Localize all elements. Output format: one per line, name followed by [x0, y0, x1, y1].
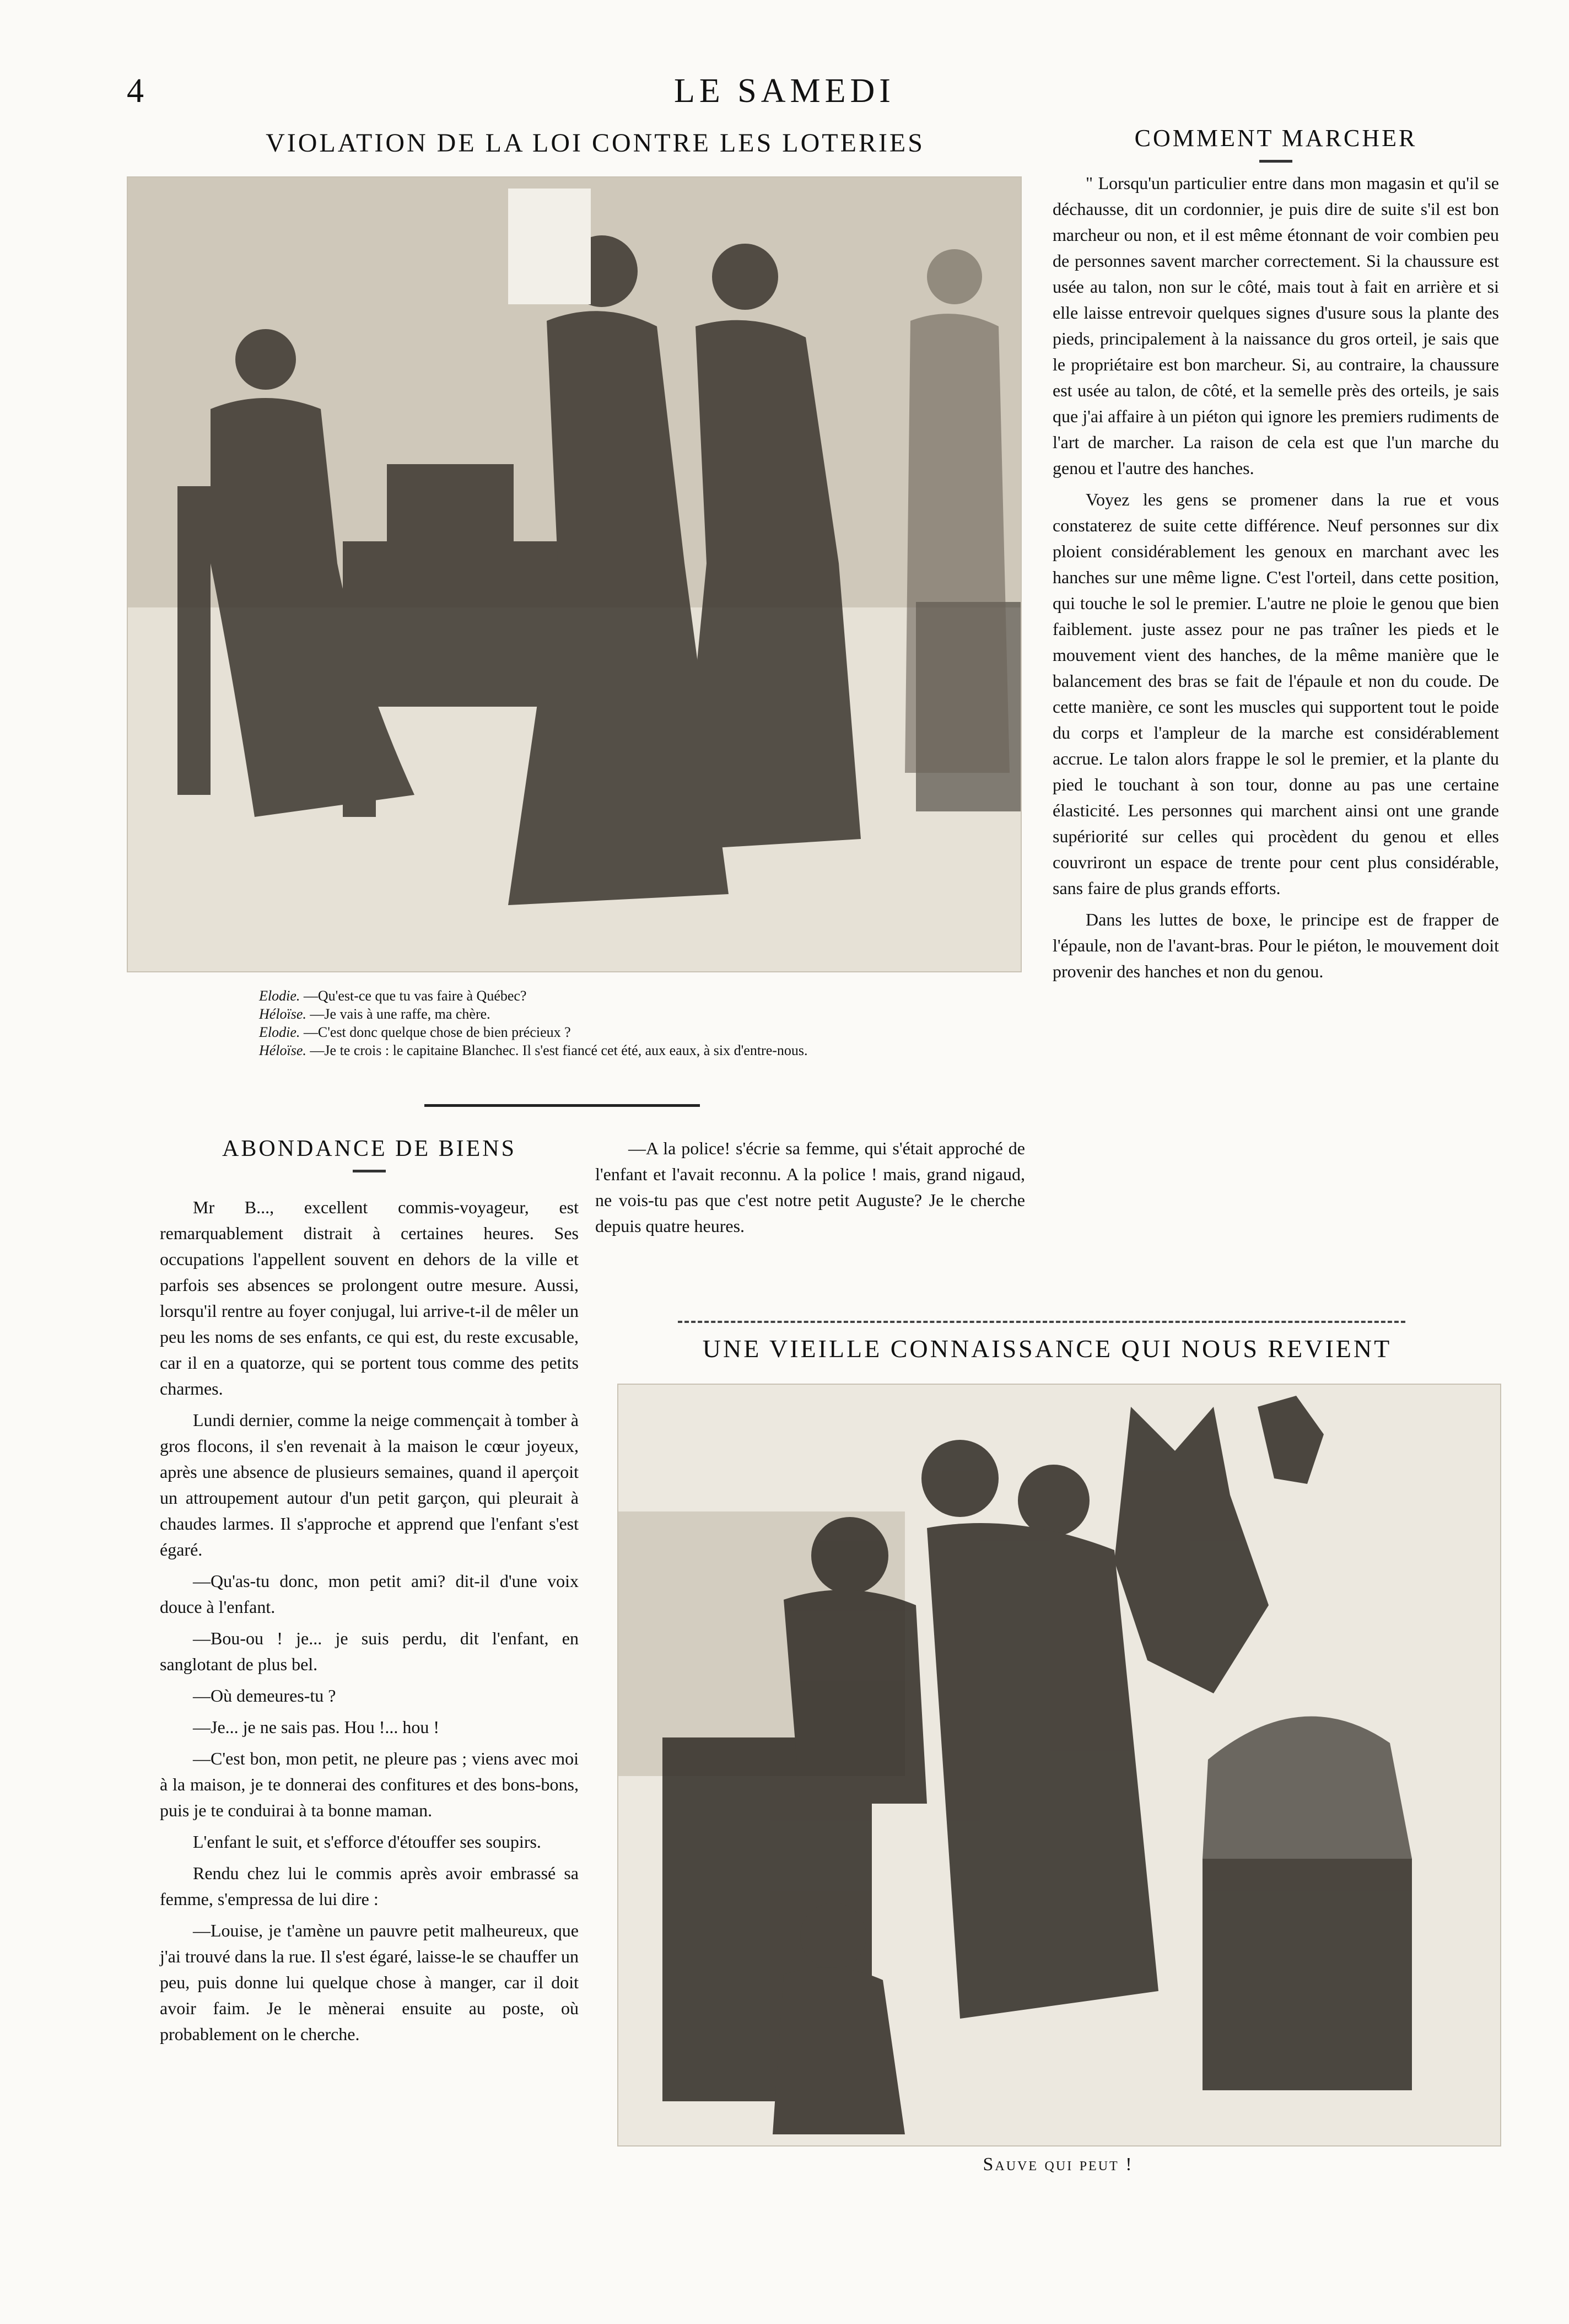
- abondance-paragraph: —Je... je ne sais pas. Hou !... hou !: [193, 1717, 440, 1737]
- salon-scene-drawing: [128, 177, 1021, 971]
- dialogue-line: Elodie. —C'est donc quelque chose de bien précieux ?: [259, 1024, 571, 1040]
- abondance-continuation: [595, 1136, 1025, 1245]
- abondance-paragraph: Lundi dernier, comme la neige commençait à tomber à gros flocons, il s'en revenait à la maison le cœur joyeux, après une absence de plusieurs semaines, quand il aperçoit un attroupement autour d'un petit garçon, qui pleurait à chaudes larmes. Il s'approche et apprend que l'enfant s'est égaré.: [160, 1410, 579, 1559]
- abondance-paragraph: —Où demeures-tu ?: [193, 1686, 336, 1706]
- abondance-article: [160, 1136, 579, 2053]
- connaissance-illustration: [617, 1384, 1501, 2147]
- family-scene-drawing: [618, 1385, 1500, 2145]
- loteries-illustration: [127, 176, 1022, 972]
- loteries-dialogue: [259, 987, 1042, 1059]
- dialogue-line: Héloïse. —Je vais à une raffe, ma chère.: [259, 1006, 490, 1022]
- abondance-paragraph: —Bou-ou ! je... je suis perdu, dit l'enfant, en sanglotant de plus bel.: [160, 1628, 579, 1674]
- section-divider: [678, 1321, 1405, 1323]
- marcher-title: COMMENT MARCHER: [1134, 125, 1417, 152]
- page-number: 4: [127, 72, 144, 110]
- abondance-paragraph: L'enfant le suit, et s'efforce d'étouffer ses soupirs.: [193, 1832, 541, 1852]
- abondance-title: ABONDANCE DE BIENS: [222, 1136, 516, 1161]
- connaissance-title: UNE VIEILLE CONNAISSANCE QUI NOUS REVIENT: [702, 1335, 1392, 1363]
- marcher-article: [1053, 124, 1499, 990]
- masthead: LE SAMEDI: [674, 72, 895, 110]
- marcher-paragraph: " Lorsqu'un particulier entre dans mon magasin et qu'il se déchausse, dit un cordonnier, je puis dire de suite s'il est bon marcheur ou non, et il est même étonnant de voir combien peu de personnes savent marcher correctement. Si la chaussure est usée au talon, non sur le côté, mais tout à fait en arrière et si elle laisse entrevoir quelques signes d'usure sous la plante des pieds, principalement à la naissance du gros orteil, je sais que le propriétaire est bon marcheur. Si, au contraire, la chaussure est usée au talon, de côté, et la semelle près des orteils, je sais que j'ai affaire à un piéton qui ignore les premiers rudiments de l'art de marcher. La raison de cela est que l'un marche du genou et l'autre des hanches.: [1053, 173, 1499, 478]
- abondance-paragraph: —Qu'as-tu donc, mon petit ami? dit-il d'une voix douce à l'enfant.: [160, 1571, 579, 1617]
- dialogue-line: Héloïse. —Je te crois : le capitaine Blanchec. Il s'est fiancé cet été, aux eaux, à six d'entre-nous.: [259, 1042, 808, 1058]
- marcher-paragraph: Voyez les gens se promener dans la rue et vous constaterez de suite cette différence. Neuf personnes sur dix ploient considérablement les genoux en marchant avec les hanches sur une même ligne. C'est l'orteil, dans cette position, qui touche le sol le premier. L'autre ne ploie le genou que bien faiblement. juste assez pour ne pas traîner les pieds et le mouvement vient des hanches, de la même manière que le balancement des bras se fait de l'épaule et non du coude. De cette manière, ce sont les muscles qui supportent tout le poide du corps et l'ampleur de la marche est considérablement accrue. Le talon alors frappe le sol le premier, et la plante du pied le touchant à son tour, donne au pas une certaine élasticité. Les personnes qui marchent ainsi ont une grande supériorité sur celles qui procèdent du genou et elles couvriront un espace de trente pour cent plus considérable, sans faire de plus grands efforts.: [1053, 489, 1499, 898]
- dialogue-line: Elodie. —Qu'est-ce que tu vas faire à Québec?: [259, 988, 527, 1004]
- abondance-paragraph: —C'est bon, mon petit, ne pleure pas ; viens avec moi à la maison, je te donnerai des confitures et des bons-bons, puis je te conduirai à ta bonne maman.: [160, 1749, 579, 1820]
- connaissance-caption: Sauve qui peut !: [983, 2154, 1134, 2175]
- abondance-paragraph: Rendu chez lui le commis après avoir embrassé sa femme, s'empressa de lui dire :: [160, 1863, 579, 1909]
- abondance-paragraph: —Louise, je t'amène un pauvre petit malheureux, que j'ai trouvé dans la rue. Il s'est égaré, laisse-le se chauffer un peu, puis donne lui quelque chose à manger, car il doit avoir faim. Je le mènerai ensuite au poste, où probablement on le cherche.: [160, 1920, 579, 2044]
- section-divider: [424, 1104, 700, 1107]
- loteries-title: VIOLATION DE LA LOI CONTRE LES LOTERIES: [266, 128, 925, 158]
- abondance-paragraph: —A la police! s'écrie sa femme, qui s'était approché de l'enfant et l'avait reconnu. A la police ! mais, grand nigaud, ne vois-tu pas que c'est notre petit Auguste? Je le cherche depuis quatre heures.: [595, 1138, 1025, 1236]
- abondance-paragraph: Mr B..., excellent commis-voyageur, est remarquablement distrait à certaines heures. Ses occupations l'appellent souvent en dehors de la ville et parfois ses absences se prolongent outre mesure. Aussi, lorsqu'il rentre au foyer conjugal, lui arrive-t-il de mêler un peu les noms de ses enfants, ce qui est, du reste excusable, car il en a quatorze, qui se portent tous comme des petits charmes.: [160, 1197, 579, 1398]
- marcher-paragraph: Dans les luttes de boxe, le principe est de frapper de l'épaule, non de l'avant-bras. Pour le piéton, le mouvement doit provenir des hanches et non du genou.: [1053, 910, 1499, 981]
